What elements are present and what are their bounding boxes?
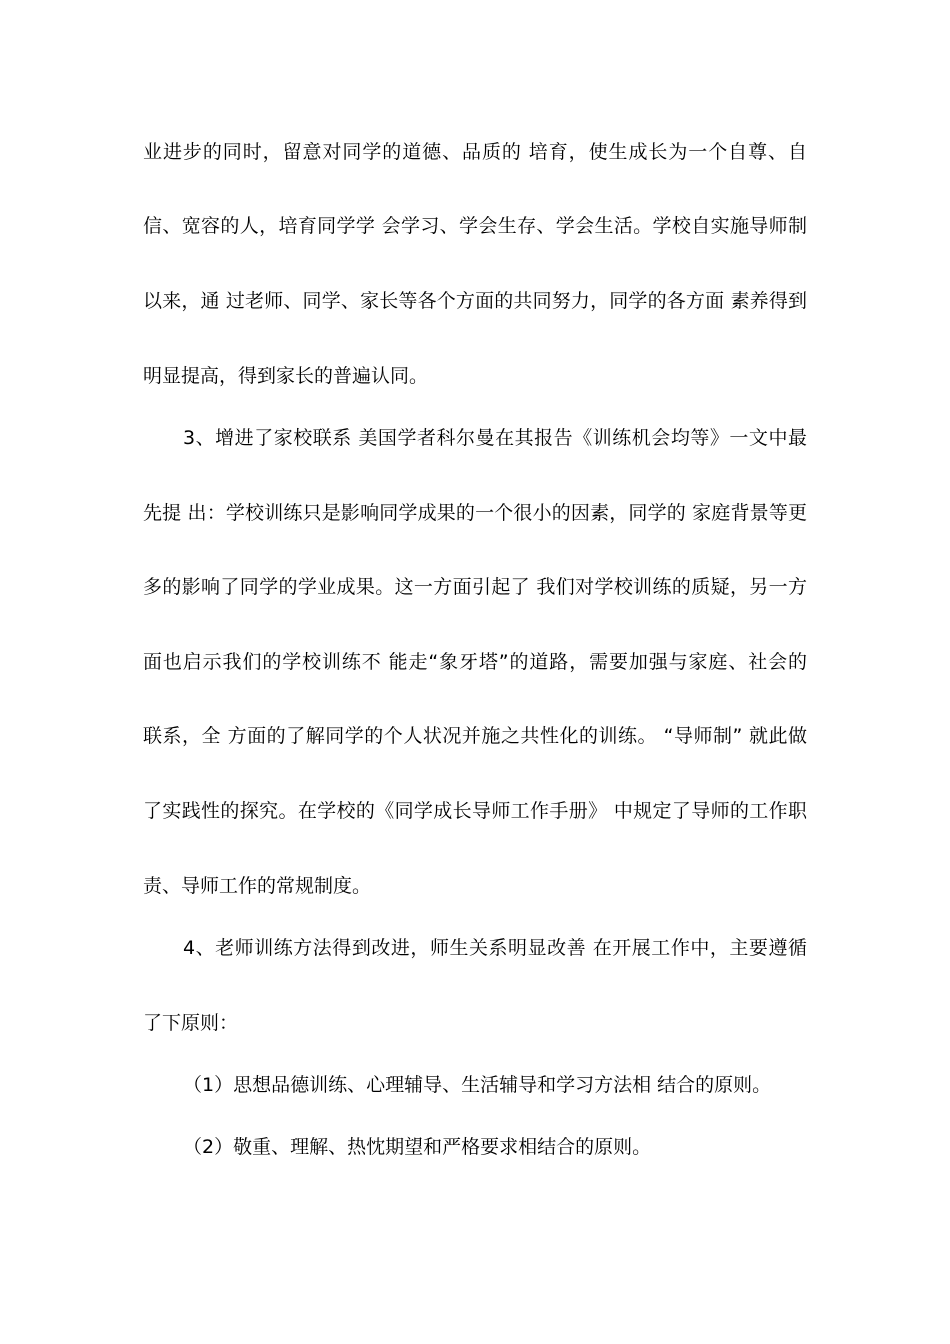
paragraph-line: 了实践性的探究。在学校的《同学成长导师工作手册》 中规定了导师的工作职 xyxy=(143,800,807,822)
list-item: （2）敬重、理解、热忱期望和严格要求相结合的原则。 xyxy=(183,1136,652,1158)
paragraph-line: 明显提高，得到家长的普遍认同。 xyxy=(143,365,429,387)
paragraph-line: 信、宽容的人，培育同学学 会学习、学会生存、学会生活。学校自实施导师制 xyxy=(143,215,807,237)
paragraph-line: 责、导师工作的常规制度。 xyxy=(143,875,372,897)
paragraph-line: 先提 出：学校训练只是影响同学成果的一个很小的因素，同学的 家庭背景等更 xyxy=(143,502,807,524)
paragraph-line: 以来，通 过老师、同学、家长等各个方面的共同努力，同学的各方面 素养得到 xyxy=(143,290,807,312)
list-item: （1）思想品德训练、心理辅导、生活辅导和学习方法相 结合的原则。 xyxy=(183,1074,772,1096)
paragraph-line: 3、增进了家校联系 美国学者科尔曼在其报告《训练机会均等》一文中最 xyxy=(183,427,807,449)
paragraph-line: 面也启示我们的学校训练不 能走“象牙塔”的道路，需要加强与家庭、社会的 xyxy=(143,651,807,673)
paragraph-line: 多的影响了同学的学业成果。这一方面引起了 我们对学校训练的质疑，另一方 xyxy=(143,576,807,598)
paragraph-line: 业进步的同时，留意对同学的道德、品质的 培育，使生成长为一个自尊、自 xyxy=(143,141,807,163)
paragraph-line: 联系，全 方面的了解同学的个人状况并施之共性化的训练。 “导师制” 就此做 xyxy=(143,725,807,747)
paragraph-line: 4、老师训练方法得到改进，师生关系明显改善 在开展工作中，主要遵循 xyxy=(183,937,807,959)
paragraph-line: 了下原则： xyxy=(143,1012,239,1034)
